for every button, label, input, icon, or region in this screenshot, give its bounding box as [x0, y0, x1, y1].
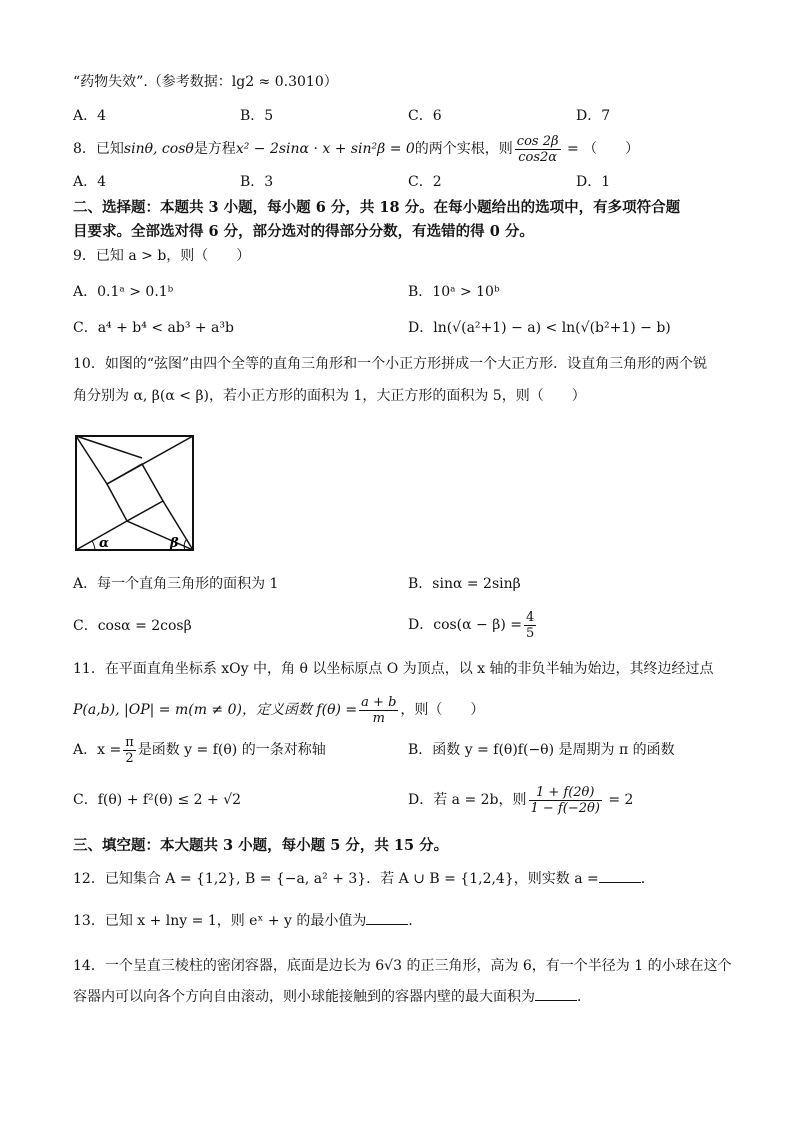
q8-option-b: B．3 — [240, 174, 274, 190]
q8-stem-pre: 8．已知 — [73, 141, 124, 157]
q11-option-b: B．函数 y = f(θ)f(−θ) 是周期为 π 的函数 — [408, 742, 675, 758]
q10-option-b: B．sinα = 2sinβ — [408, 576, 521, 592]
q10-option-d-pre: D．cos(α − β) = — [408, 617, 522, 633]
q8-frac-num: cos 2β — [516, 133, 559, 149]
q7-option-a: A．4 — [73, 108, 107, 124]
q14-stem-line1: 14．一个呈直三棱柱的密闭容器，底面是边长为 6√3 的正三角形，高为 6，有一个半径为 1 的小球在这个 — [73, 958, 732, 974]
q8-stem-post: 的两个实根，则 — [414, 141, 513, 157]
q10-opt-d-den: 5 — [525, 625, 535, 641]
q12-answer-blank[interactable] — [599, 868, 641, 883]
q11-opt-a-post: 是函数 y = f(θ) 的一条对称轴 — [137, 742, 326, 758]
q11-opt-a-den: 2 — [125, 750, 134, 766]
q7-tail: “药物失效”.（参考数据：lg2 ≈ 0.3010） — [73, 74, 338, 90]
q10-opt-d-num: 4 — [525, 609, 535, 625]
section2-heading-line2: 目要求。全部选对得 6 分，部分选对的得部分分数，有选错的得 0 分。 — [73, 223, 534, 240]
q9-option-d: D．ln(√(a²+1) − a) < ln(√(b²+1) − b) — [408, 320, 671, 336]
q11-option-d — [408, 780, 633, 820]
q13-post: ． — [408, 913, 423, 929]
outer-square — [76, 436, 193, 550]
q13-stem — [73, 910, 422, 931]
q8-stem-mid: 是方程 — [193, 141, 236, 157]
section2-heading-line1: 二、选择题：本题共 3 小题，每小题 6 分，共 18 分。在每小题给出的选项中，有多项符合题 — [73, 199, 681, 216]
fig-beta-label: β — [170, 536, 179, 551]
q8-option-c: C．2 — [408, 174, 442, 190]
q10-stem-line1: 10．如图的“弦图”由四个全等的直角三角形和一个小正方形拼成一个大正方形．设直角三角形的两个锐 — [73, 356, 708, 372]
q11-line2-den: m — [372, 710, 385, 726]
q7-option-d: D．7 — [576, 108, 611, 124]
q14-line2-post: ． — [577, 989, 591, 1005]
q12-stem — [73, 868, 655, 889]
q11-option-a — [73, 732, 326, 768]
q11-opt-a-pre: A．x = — [73, 742, 122, 758]
q11-opt-a-fraction — [123, 735, 136, 766]
q7-option-b: B．5 — [240, 108, 274, 124]
q8-stem — [73, 132, 639, 166]
q10-stem-line2: 角分别为 α, β(α < β)，若小正方形的面积为 1，大正方形的面积为 5，则（ ） — [73, 388, 586, 404]
q10-option-d-fraction — [524, 610, 536, 641]
q11-opt-d-num: 1 + f(2θ) — [529, 785, 602, 801]
q8-frac-den: cos2α — [518, 149, 558, 165]
fig-alpha-label: α — [99, 536, 110, 551]
q8-fraction — [515, 134, 561, 165]
q11-opt-d-post: = 2 — [603, 792, 634, 808]
q11-opt-d-fraction — [529, 785, 602, 816]
q13-pre: 13．已知 x + lny = 1，则 eˣ + y 的最小值为 — [73, 913, 367, 929]
section3-heading: 三、填空题：本大题共 3 小题，每小题 5 分，共 15 分。 — [73, 837, 449, 854]
alpha-arc — [92, 541, 95, 550]
q8-stem-end: = （ ） — [562, 141, 640, 157]
leg-bottom — [127, 521, 193, 550]
q11-opt-d-den: 1 − f(−2θ) — [530, 800, 600, 816]
q12-post: ． — [640, 871, 655, 887]
inner-square — [107, 464, 163, 521]
string-figure-diagram — [73, 433, 197, 553]
q14-line2-pre: 容器内可以向各个方向自由滚动，则小球能接触到的容器内壁的最大面积为 — [73, 989, 535, 1005]
q8-stem-vars: sinθ, cosθ — [123, 141, 194, 157]
q9-option-c: C．a⁴ + b⁴ < ab³ + a³b — [73, 320, 234, 336]
q10-option-c: C．cosα = 2cosβ — [73, 618, 192, 634]
q8-option-d: D．1 — [576, 174, 611, 190]
q10-option-d — [408, 606, 538, 644]
q9-stem: 9．已知 a > b，则（ ） — [73, 248, 251, 264]
q11-opt-a-num: π — [125, 734, 134, 750]
q14-answer-blank[interactable] — [535, 986, 577, 1001]
q11-line2-post: ，则（ ） — [400, 702, 485, 718]
hypotenuse-top — [76, 436, 142, 458]
q10-option-a: A．每一个直角三角形的面积为 1 — [73, 576, 279, 592]
q11-line2-num: a + b — [361, 694, 397, 710]
q8-option-a: A．4 — [73, 174, 107, 190]
q11-option-c: C．f(θ) + f²(θ) ≤ 2 + √2 — [73, 792, 242, 808]
q7-option-c: C．6 — [408, 108, 442, 124]
q11-stem-line1: 11．在平面直角坐标系 xOy 中，角 θ 以坐标原点 O 为顶点，以 x 轴的非负半轴为始边，其终边经过点 — [73, 661, 714, 677]
q9-option-b: B．10ᵃ > 10ᵇ — [408, 284, 500, 300]
q14-stem-line2 — [73, 986, 591, 1007]
q13-answer-blank[interactable] — [366, 910, 408, 925]
q11-line2-pre: P(a,b), |OP| = m(m ≠ 0)，定义函数 f(θ) = — [73, 702, 358, 718]
q11-opt-d-pre: D．若 a = 2b，则 — [408, 792, 527, 808]
leg-left — [76, 436, 107, 484]
q11-stem-line2 — [73, 692, 484, 728]
q8-equation: x² − 2sinα · x + sin²β = 0 — [235, 141, 415, 157]
q11-line2-fraction — [359, 695, 398, 726]
q12-pre: 12．已知集合 A = {1,2}, B = {−a, a² + 3}．若 A ∪ B = {1,2,4}，则实数 a = — [73, 871, 599, 887]
q9-option-a: A．0.1ᵃ > 0.1ᵇ — [73, 284, 174, 300]
